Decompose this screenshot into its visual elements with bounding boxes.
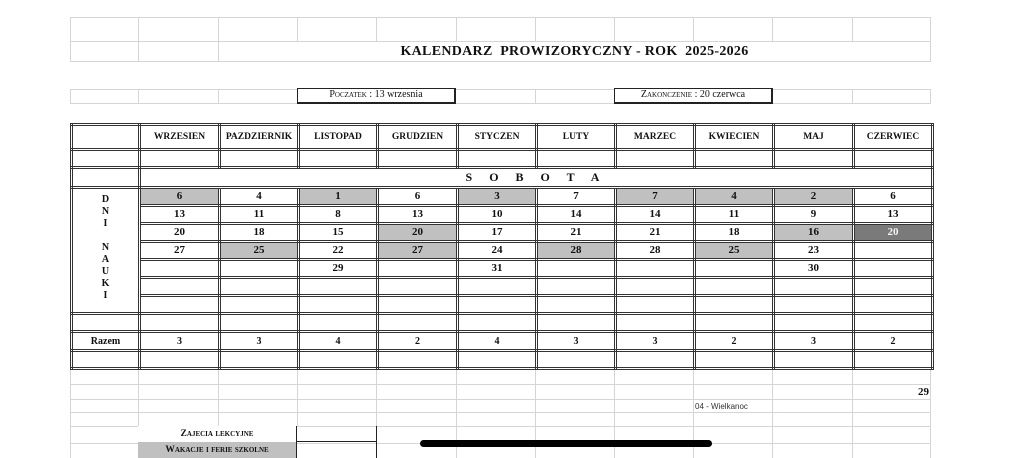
day-cell xyxy=(140,278,220,296)
bottom-blank-row xyxy=(72,351,933,369)
day-cell xyxy=(695,260,774,278)
legend-lessons-label: Zajecia lekcyjne xyxy=(180,429,254,439)
day-cell: 7 xyxy=(616,188,695,206)
day-cell: 25 xyxy=(220,242,299,260)
day-cell: 6 xyxy=(854,188,933,206)
month-header: MAJ xyxy=(774,125,854,150)
day-cell xyxy=(695,278,774,296)
day-row xyxy=(72,206,933,224)
day-cell: 24 xyxy=(458,242,537,260)
day-cell: 21 xyxy=(616,224,695,242)
day-cell: 1 xyxy=(299,188,378,206)
month-total: 2 xyxy=(854,332,933,351)
day-cell: 15 xyxy=(299,224,378,242)
home-indicator-bar[interactable] xyxy=(420,440,712,447)
day-cell: 6 xyxy=(378,188,458,206)
month-header: MARZEC xyxy=(616,125,695,150)
month-header-row xyxy=(72,125,933,150)
day-cell: 7 xyxy=(537,188,616,206)
grand-total: 29 xyxy=(918,386,929,398)
side-label-letter: D xyxy=(101,194,110,205)
start-date-box xyxy=(297,88,456,104)
day-cell xyxy=(854,296,933,314)
day-cell xyxy=(616,260,695,278)
day-row xyxy=(72,242,933,260)
side-label-letter: A xyxy=(101,254,110,265)
day-cell: 4 xyxy=(220,188,299,206)
day-cell xyxy=(616,278,695,296)
day-cell: 18 xyxy=(695,224,774,242)
empty-cell xyxy=(774,351,854,369)
empty-cell xyxy=(537,150,616,168)
empty-cell xyxy=(299,314,378,332)
day-cell: 6 xyxy=(140,188,220,206)
empty-cell xyxy=(695,351,774,369)
day-cell: 28 xyxy=(537,242,616,260)
day-cell xyxy=(695,296,774,314)
day-cell: 28 xyxy=(616,242,695,260)
day-cell: 3 xyxy=(458,188,537,206)
day-cell: 20 xyxy=(854,224,933,242)
day-cell xyxy=(299,278,378,296)
month-total: 2 xyxy=(695,332,774,351)
day-cell xyxy=(378,260,458,278)
month-total: 3 xyxy=(774,332,854,351)
legend-holidays-swatch xyxy=(297,442,377,458)
day-cell: 25 xyxy=(695,242,774,260)
day-cell: 21 xyxy=(537,224,616,242)
legend-holidays-label: Wakacje i ferie szkolne xyxy=(165,445,269,455)
empty-cell xyxy=(220,150,299,168)
empty-cell xyxy=(695,150,774,168)
month-total: 4 xyxy=(458,332,537,351)
easter-note: 04 - Wielkanoc xyxy=(695,402,748,411)
day-cell xyxy=(616,296,695,314)
side-label-letter: N xyxy=(101,206,110,217)
empty-cell xyxy=(378,150,458,168)
legend-lessons xyxy=(138,426,297,442)
weekday-row xyxy=(72,168,933,188)
empty-cell xyxy=(854,150,933,168)
totals-label: Razem xyxy=(72,332,140,351)
day-cell xyxy=(378,296,458,314)
day-row xyxy=(72,260,933,278)
empty-cell xyxy=(140,150,220,168)
empty-cell xyxy=(695,314,774,332)
day-cell: 16 xyxy=(774,224,854,242)
day-cell: 29 xyxy=(299,260,378,278)
day-cell xyxy=(458,296,537,314)
side-label-letter: I xyxy=(103,290,108,301)
side-label-dni-nauki xyxy=(72,188,140,314)
side-label-letter: N xyxy=(101,242,110,253)
day-cell: 17 xyxy=(458,224,537,242)
empty-cell xyxy=(299,150,378,168)
dates-grid xyxy=(70,89,931,104)
empty-cell xyxy=(458,150,537,168)
weekday-label: S O B O T A xyxy=(140,168,933,188)
day-cell: 13 xyxy=(140,206,220,224)
day-cell: 20 xyxy=(140,224,220,242)
day-cell xyxy=(220,278,299,296)
day-cell xyxy=(458,278,537,296)
empty-cell xyxy=(299,351,378,369)
day-cell xyxy=(220,296,299,314)
day-cell: 2 xyxy=(774,188,854,206)
empty-cell xyxy=(458,314,537,332)
empty-cell xyxy=(854,351,933,369)
side-label-letter xyxy=(73,229,138,241)
calendar-table xyxy=(70,123,934,370)
day-cell: 23 xyxy=(774,242,854,260)
day-cell: 20 xyxy=(378,224,458,242)
day-cell: 9 xyxy=(774,206,854,224)
day-cell xyxy=(774,278,854,296)
day-cell xyxy=(854,260,933,278)
empty-cell xyxy=(774,150,854,168)
day-cell xyxy=(854,242,933,260)
empty-cell xyxy=(72,150,140,168)
empty-cell xyxy=(140,314,220,332)
day-cell: 13 xyxy=(378,206,458,224)
day-cell xyxy=(854,278,933,296)
day-row xyxy=(72,188,933,206)
empty-cell xyxy=(220,314,299,332)
month-total: 4 xyxy=(299,332,378,351)
day-cell: 14 xyxy=(616,206,695,224)
empty-cell xyxy=(458,351,537,369)
day-cell xyxy=(378,278,458,296)
empty-cell xyxy=(72,168,140,188)
month-total: 3 xyxy=(537,332,616,351)
empty-cell xyxy=(220,351,299,369)
day-cell: 30 xyxy=(774,260,854,278)
empty-cell xyxy=(616,150,695,168)
month-header: GRUDZIEN xyxy=(378,125,458,150)
day-cell xyxy=(220,260,299,278)
empty-cell xyxy=(774,314,854,332)
day-cell xyxy=(140,260,220,278)
day-cell xyxy=(537,260,616,278)
month-header: CZERWIEC xyxy=(854,125,933,150)
side-label-letter: I xyxy=(103,218,108,229)
start-date-label: Poczatek xyxy=(329,89,367,100)
end-date-label: Zakonczenie xyxy=(640,89,693,100)
day-cell: 27 xyxy=(378,242,458,260)
day-row xyxy=(72,278,933,296)
day-cell xyxy=(299,296,378,314)
start-date-value: : 13 wrzesnia xyxy=(369,89,423,100)
month-total: 2 xyxy=(378,332,458,351)
day-cell: 11 xyxy=(695,206,774,224)
empty-cell xyxy=(537,314,616,332)
side-label-letter: K xyxy=(101,278,110,289)
day-cell xyxy=(537,278,616,296)
day-row xyxy=(72,224,933,242)
day-row xyxy=(72,296,933,314)
legend-lessons-swatch xyxy=(297,426,377,442)
day-cell: 22 xyxy=(299,242,378,260)
day-cell: 14 xyxy=(537,206,616,224)
month-header: LUTY xyxy=(537,125,616,150)
page-title: KALENDARZ PROWIZORYCZNY - ROK 2025-2026 xyxy=(400,44,749,59)
empty-cell xyxy=(854,314,933,332)
end-date-value: : 20 czerwca xyxy=(694,89,746,100)
day-cell: 13 xyxy=(854,206,933,224)
month-header: PAZDZIERNIK xyxy=(220,125,299,150)
month-header: LISTOPAD xyxy=(299,125,378,150)
day-rows xyxy=(72,188,933,314)
empty-cell xyxy=(378,314,458,332)
day-cell xyxy=(774,296,854,314)
day-cell: 31 xyxy=(458,260,537,278)
day-cell xyxy=(140,296,220,314)
month-total: 3 xyxy=(140,332,220,351)
day-cell: 27 xyxy=(140,242,220,260)
legend-holidays xyxy=(138,442,297,458)
month-header: WRZESIEN xyxy=(140,125,220,150)
empty-cell xyxy=(616,314,695,332)
day-cell: 8 xyxy=(299,206,378,224)
empty-cell xyxy=(72,351,140,369)
month-header: STYCZEN xyxy=(458,125,537,150)
empty-cell xyxy=(616,351,695,369)
blank-row xyxy=(72,314,933,332)
spacer-row xyxy=(72,150,933,168)
day-cell: 18 xyxy=(220,224,299,242)
empty-cell xyxy=(140,351,220,369)
side-label-letter: U xyxy=(101,266,110,277)
day-cell: 11 xyxy=(220,206,299,224)
empty-cell xyxy=(72,314,140,332)
day-cell xyxy=(537,296,616,314)
month-total: 3 xyxy=(616,332,695,351)
month-total: 3 xyxy=(220,332,299,351)
corner-cell xyxy=(72,125,140,150)
empty-cell xyxy=(378,351,458,369)
end-date-box xyxy=(614,88,773,104)
day-cell: 10 xyxy=(458,206,537,224)
totals-row xyxy=(72,332,933,351)
month-header: KWIECIEN xyxy=(695,125,774,150)
day-cell: 4 xyxy=(695,188,774,206)
empty-cell xyxy=(537,351,616,369)
